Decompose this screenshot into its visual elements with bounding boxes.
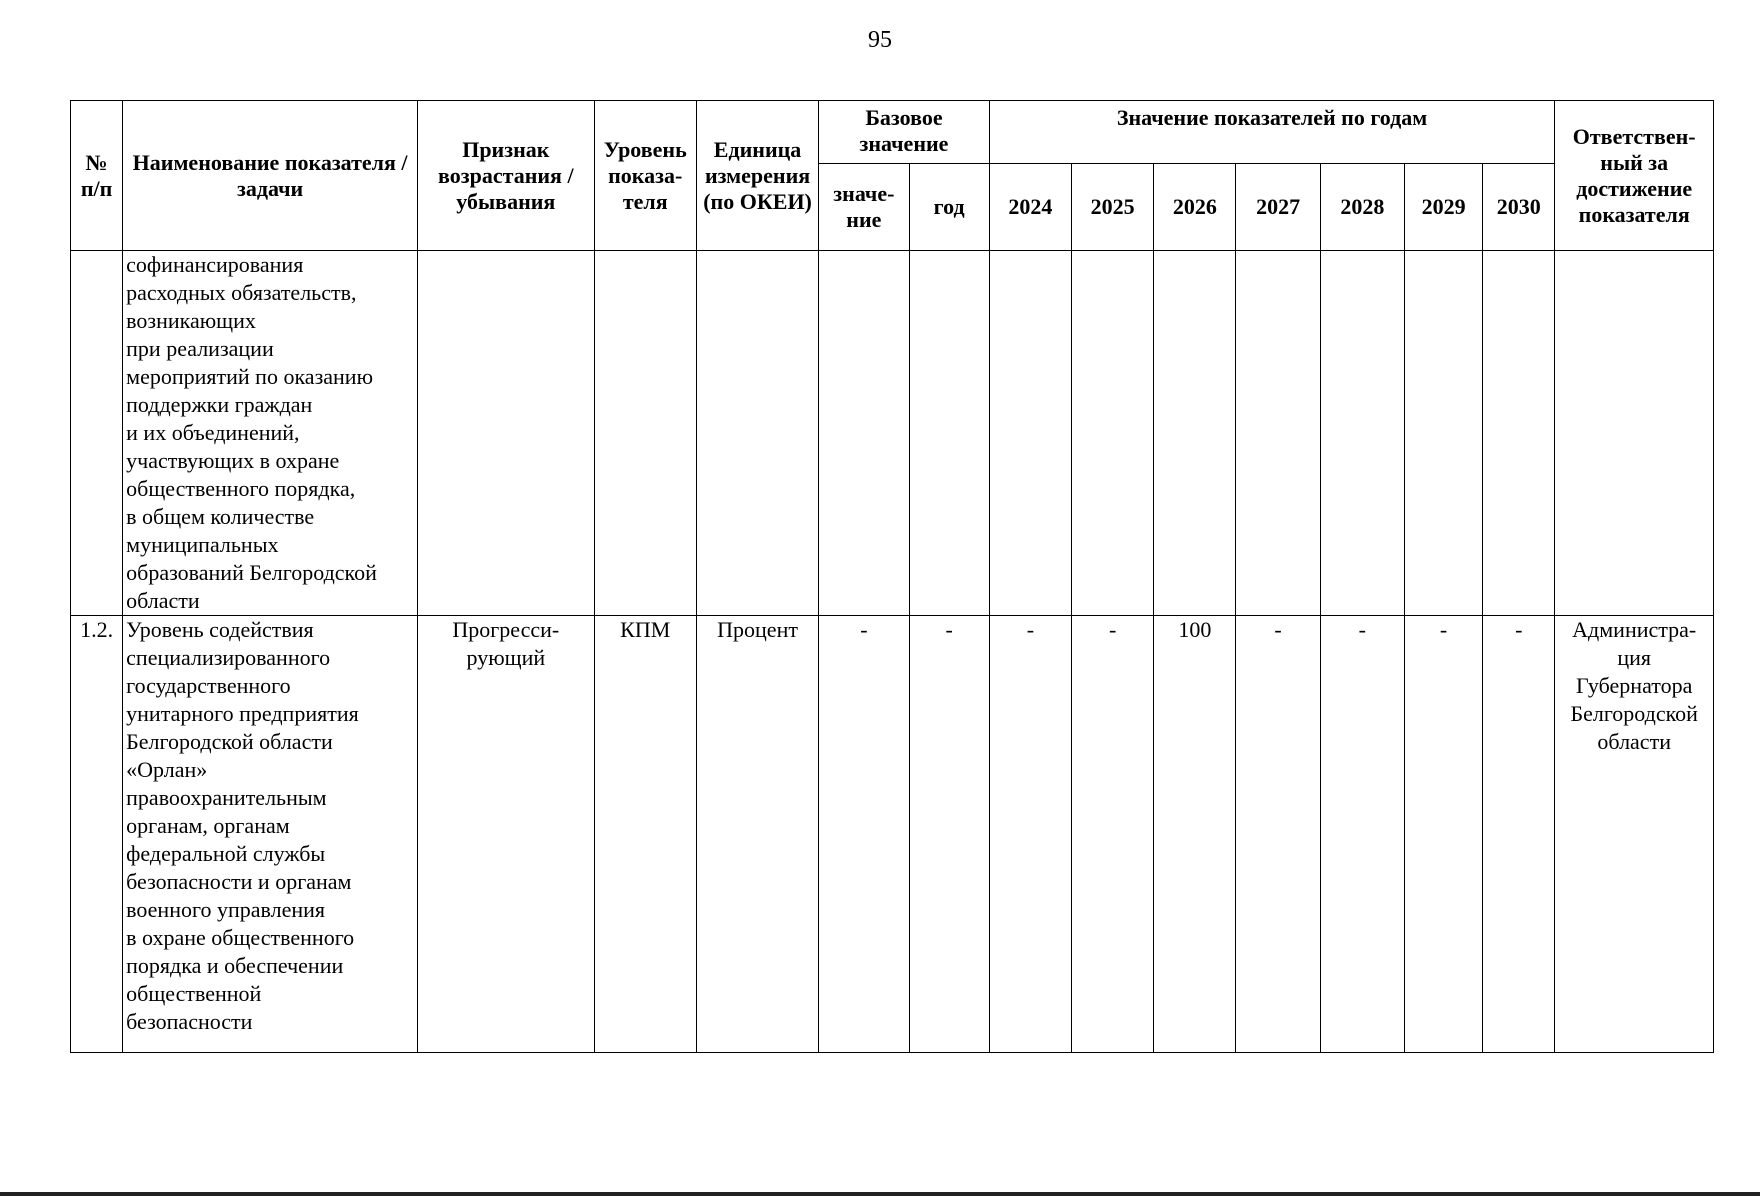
cell-year-2030 — [1483, 251, 1555, 616]
cell-year-2029: - — [1404, 616, 1482, 1053]
header-responsible: Ответствен-ный за достижение показателя — [1555, 101, 1714, 251]
cell-base-year: - — [909, 616, 989, 1053]
indicators-table — [70, 100, 1714, 1053]
header-name: Наименование показателя / задачи — [123, 101, 418, 251]
cell-year-2026 — [1154, 251, 1236, 616]
cell-year-2027 — [1236, 251, 1320, 616]
cell-level — [594, 251, 696, 616]
header-row-top — [71, 101, 1714, 164]
cell-year-2028: - — [1320, 616, 1404, 1053]
header-sign: Признак возрастания / убывания — [418, 101, 595, 251]
page-number: 95 — [868, 27, 892, 53]
cell-year-2025 — [1071, 251, 1153, 616]
header-unit: Единица измерения (по ОКЕИ) — [696, 101, 818, 251]
header-year-2030: 2030 — [1483, 164, 1555, 251]
cell-num: 1.2. — [71, 616, 123, 1053]
header-level: Уровень показа-теля — [594, 101, 696, 251]
header-year-2029: 2029 — [1404, 164, 1482, 251]
table-row — [71, 616, 1714, 1053]
cell-level: КПМ — [594, 616, 696, 1053]
cell-sign: Прогресси- рующий — [418, 616, 595, 1053]
cell-name: Уровень содействия специализированного государственного унитарного предприятия Белгородской области «Орлан» правоохранительным органам, органам федеральной службы безопасности и органам военного управления в охране общественного порядка и обеспечении общественной безопасности — [123, 616, 418, 1053]
cell-responsible: Администра- ция Губернатора Белгородской области — [1555, 616, 1714, 1053]
cell-year-2027: - — [1236, 616, 1320, 1053]
header-year-2025: 2025 — [1071, 164, 1153, 251]
cell-base-value — [819, 251, 909, 616]
cell-year-2026: 100 — [1154, 616, 1236, 1053]
cell-year-2028 — [1320, 251, 1404, 616]
cell-year-2025: - — [1071, 616, 1153, 1053]
cell-year-2030: - — [1483, 616, 1555, 1053]
header-base-group: Базовое значение — [819, 101, 990, 164]
cell-name: софинансирования расходных обязательств, возникающих при реализации мероприятий по оказанию поддержки граждан и их объединений, участвующих в охране общественного порядка, в общем количестве муниципальных образований Белгородской области — [123, 251, 418, 616]
cell-year-2024 — [989, 251, 1071, 616]
cell-unit — [696, 251, 818, 616]
header-years-group: Значение показателей по годам — [989, 101, 1555, 164]
header-year-2028: 2028 — [1320, 164, 1404, 251]
header-base-year: год — [909, 164, 989, 251]
header-year-2026: 2026 — [1154, 164, 1236, 251]
header-year-2024: 2024 — [989, 164, 1071, 251]
cell-base-value: - — [819, 616, 909, 1053]
cell-num — [71, 251, 123, 616]
cell-unit: Процент — [696, 616, 818, 1053]
header-num: № п/п — [71, 101, 123, 251]
table-row — [71, 251, 1714, 616]
cell-year-2024: - — [989, 616, 1071, 1053]
header-year-2027: 2027 — [1236, 164, 1320, 251]
header-base-value: значе-ние — [819, 164, 909, 251]
cell-base-year — [909, 251, 989, 616]
cell-year-2029 — [1404, 251, 1482, 616]
scan-bottom-edge — [0, 1192, 1760, 1196]
cell-responsible — [1555, 251, 1714, 616]
cell-sign — [418, 251, 595, 616]
